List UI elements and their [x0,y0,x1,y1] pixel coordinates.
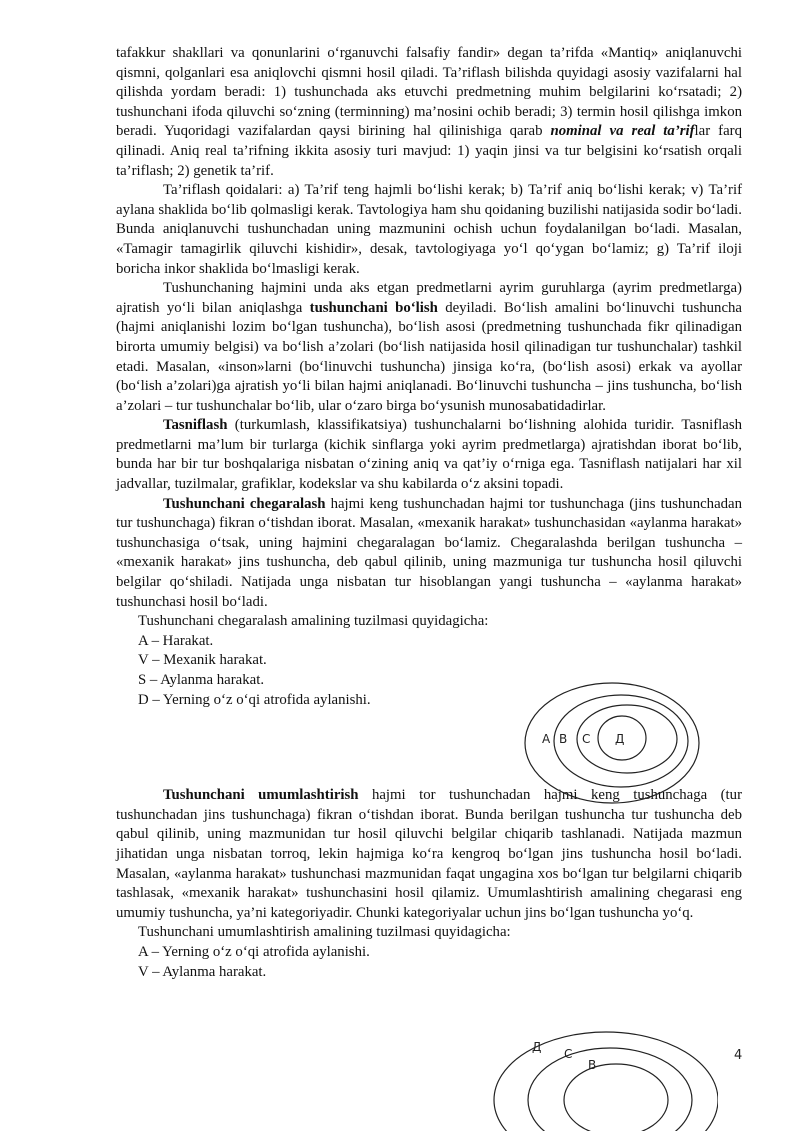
paragraph-classification [116,416,742,494]
list-item: S – Aylanma harakat. [138,672,265,688]
list-item: V – Aylanma harakat. [138,963,267,980]
label-d: Д [532,1040,542,1054]
circle-c [528,1048,692,1131]
document-page [116,44,742,982]
generalization-euler-diagram [488,1020,718,1131]
generalization-structure-heading: Tushunchani umumlashtirish amalining tuzilmasi quyidagicha: [138,924,511,941]
term-generalization: Tushunchani umumlashtirish [163,787,359,804]
term-division: tushunchani bo‘lish [309,299,438,316]
circle-a [525,683,699,803]
paragraph-division [116,279,742,416]
list-item: A – Yerning o‘z o‘qi atrofida aylanishi. [138,943,370,960]
list-item: D – Yerning o‘z o‘qi atrofida aylanishi. [138,691,371,708]
text: hajmi tor tushunchadan hajmi keng tushunchaga (tur tushunchadan jins tushunchaga) fikran o‘tishdan iborat. Bunda berilgan tushuncha tur tushuncha deb qabul qilinib, uning mazmunidan tur hosil qiluvchi belgilar chiqarib tashlanadi. Natijada mazmun jihatidan unga nisbatan torroq, lekin hajmiga ko‘ra kengroq bo‘lgan jins tushuncha hosil bo‘ladi. Masalan, «aylanma harakat» tushunchasi mazmunidan faqat ungagina xos bo‘lgan tur belgilarni chiqarib tashlasak, «mexanik harakat» tushunchasini hosil qilamiz. Umumlashtirish amalining chegarasi eng umumiy tushuncha, ya’ni kategoriyadir. Chunki kategoriyalar uchun jins bo‘lgan tushuncha yo‘q. [116,787,742,921]
term-limitation: Tushunchani chegaralash [163,495,326,512]
text: Tushunchaning hajmini unda aks etgan predmetlarni ayrim guruhlarga (ayrim predmetlarga) ajratish yo‘li bilan aniqlashga [116,280,742,316]
limitation-euler-diagram [520,676,704,808]
text: deyiladi. Bo‘lish amalini bo‘linuvchi tushuncha (hajmi aniqlanishi lozim bo‘lgan tushuncha), bo‘lish asosi (predmetning tushunchada fikr qilinadigan birorta umumiy belgisi) va bo‘lish a’zolari (bo‘lish natijasida hosil qilinadigan tur tushunchalar) tashkil etadi. Masalan, «inson»larni (bo‘linuvchi tushuncha) jinsiga ko‘ra, (bo‘lish asosi) erkak va ayollar (bo‘lish a’zolari)ga ajratish yo‘li bilan hajmi aniqlanadi. Bo‘linuvchi tushuncha – jins tushuncha, bo‘lish a’zolari – tur tushunchalar bo‘lib, ular o‘zaro birga bo‘ysunish munosabatidadirlar. [116,299,742,414]
paragraph-definition-tasks [116,44,742,181]
page-number: 4 [734,1048,743,1063]
circle-c [577,705,677,773]
text: lar farq qilinadi. Aniq real ta’rifning ikkita asosiy turi mavjud: 1) yaqin jinsi va tur belgisini ko‘rsatish orqali ta’riflash; 2) genetik ta’rif. [116,123,742,179]
label-c: С [582,732,591,746]
list-item: V – Mexanik harakat. [138,652,267,669]
paragraph-definition-rules: Ta’riflash qoidalari: a) Ta’rif teng hajmli bo‘lishi kerak; b) Ta’rif aniq bo‘lishi kerak; v) Ta’rif aylana shaklida bo‘lib qolmasligi kerak. Tavtologiya ham shu qoidaning buzilishi natijasida sodir bo‘ladi. Bunda aniqlanuvchi tushunchadan uning mazmunini ochish uchun foydalanilgan bo‘ladi. Masalan, «Tamagir tamagirlik qiluvchi kishidir», desak, tavtologiyaga yo‘l qo‘ygan bo‘lamiz; g) Ta’rif iloji boricha inkor shaklida bo‘lmasligi kerak. [116,182,742,277]
text: tafakkur shakllari va qonunlarini o‘rganuvchi falsafiy fandir» degan ta’rifda «Mantiq» aniqlanuvchi qismni, qolganlari esa aniqlovchi qismni hosil qiladi. Ta’riflash bilishda quyidagi asosiy vazifalarni hal qilishda yordam beradi: 1) tushunchada aks etuvchi predmetning muhim belgilarini ko‘rsatadi; 2) tushunchani ifoda qiluvchi so‘zning (terminning) ma’nosini ochib beradi; 3) termin hosil qilishga imkon beradi. Yuqoridagi vazifalardan qaysi birining hal qilinishiga qarab [116,45,742,140]
label-c: С [564,1047,573,1061]
list-item: A – Harakat. [138,632,214,649]
label-a: А [542,732,551,746]
label-d: Д [615,732,625,746]
text: (turkumlash, klassifikatsiya) tushunchalarni bo‘lishning alohida turidir. Tasniflash predmetlarni ma’lum bir turlarga (kichik sinflarga yoki ayrim predmetlarga) ajratishdan iborat bo‘lib, bunda har bir tur boshqalariga nisbatan o‘zining aniq va qat’iy o‘rniga ega. Tasniflash natijalari har xil jadvallar, tuzilmalar, grafiklar, kodekslar va shu kabilarda o‘z aksini topadi. [116,417,742,493]
term-nominal-real: nominal va real ta’rif [550,123,695,140]
label-b: В [588,1058,597,1072]
paragraph-limitation [116,495,742,613]
label-b: В [559,732,568,746]
circle-d [494,1032,718,1131]
limitation-structure-heading: Tushunchani chegaralash amalining tuzilmasi quyidagicha: [138,613,489,630]
term-classification: Tasniflash [163,417,228,434]
text: hajmi keng tushunchadan hajmi tor tushunchaga (jins tushunchadan tur tushunchaga) fikran o‘tishdan iborat. Masalan, «mexanik harakat» tushunchasidan «aylanma harakat» tushunchasiga o‘tsak, uning hajmini chegaralagan bo‘lamiz. Chegaralashda berilgan tushuncha – «mexanik harakat» jins tushuncha, deb qabul qilinib, uning mazmuniga tur tushuncha hosil qiluvchi belgilar qo‘shiladi. Natijada unga nisbatan tur hisoblangan yangi tushuncha – «aylanma harakat» tushunchasi hosil bo‘ladi. [116,495,742,610]
circle-b [564,1064,668,1131]
